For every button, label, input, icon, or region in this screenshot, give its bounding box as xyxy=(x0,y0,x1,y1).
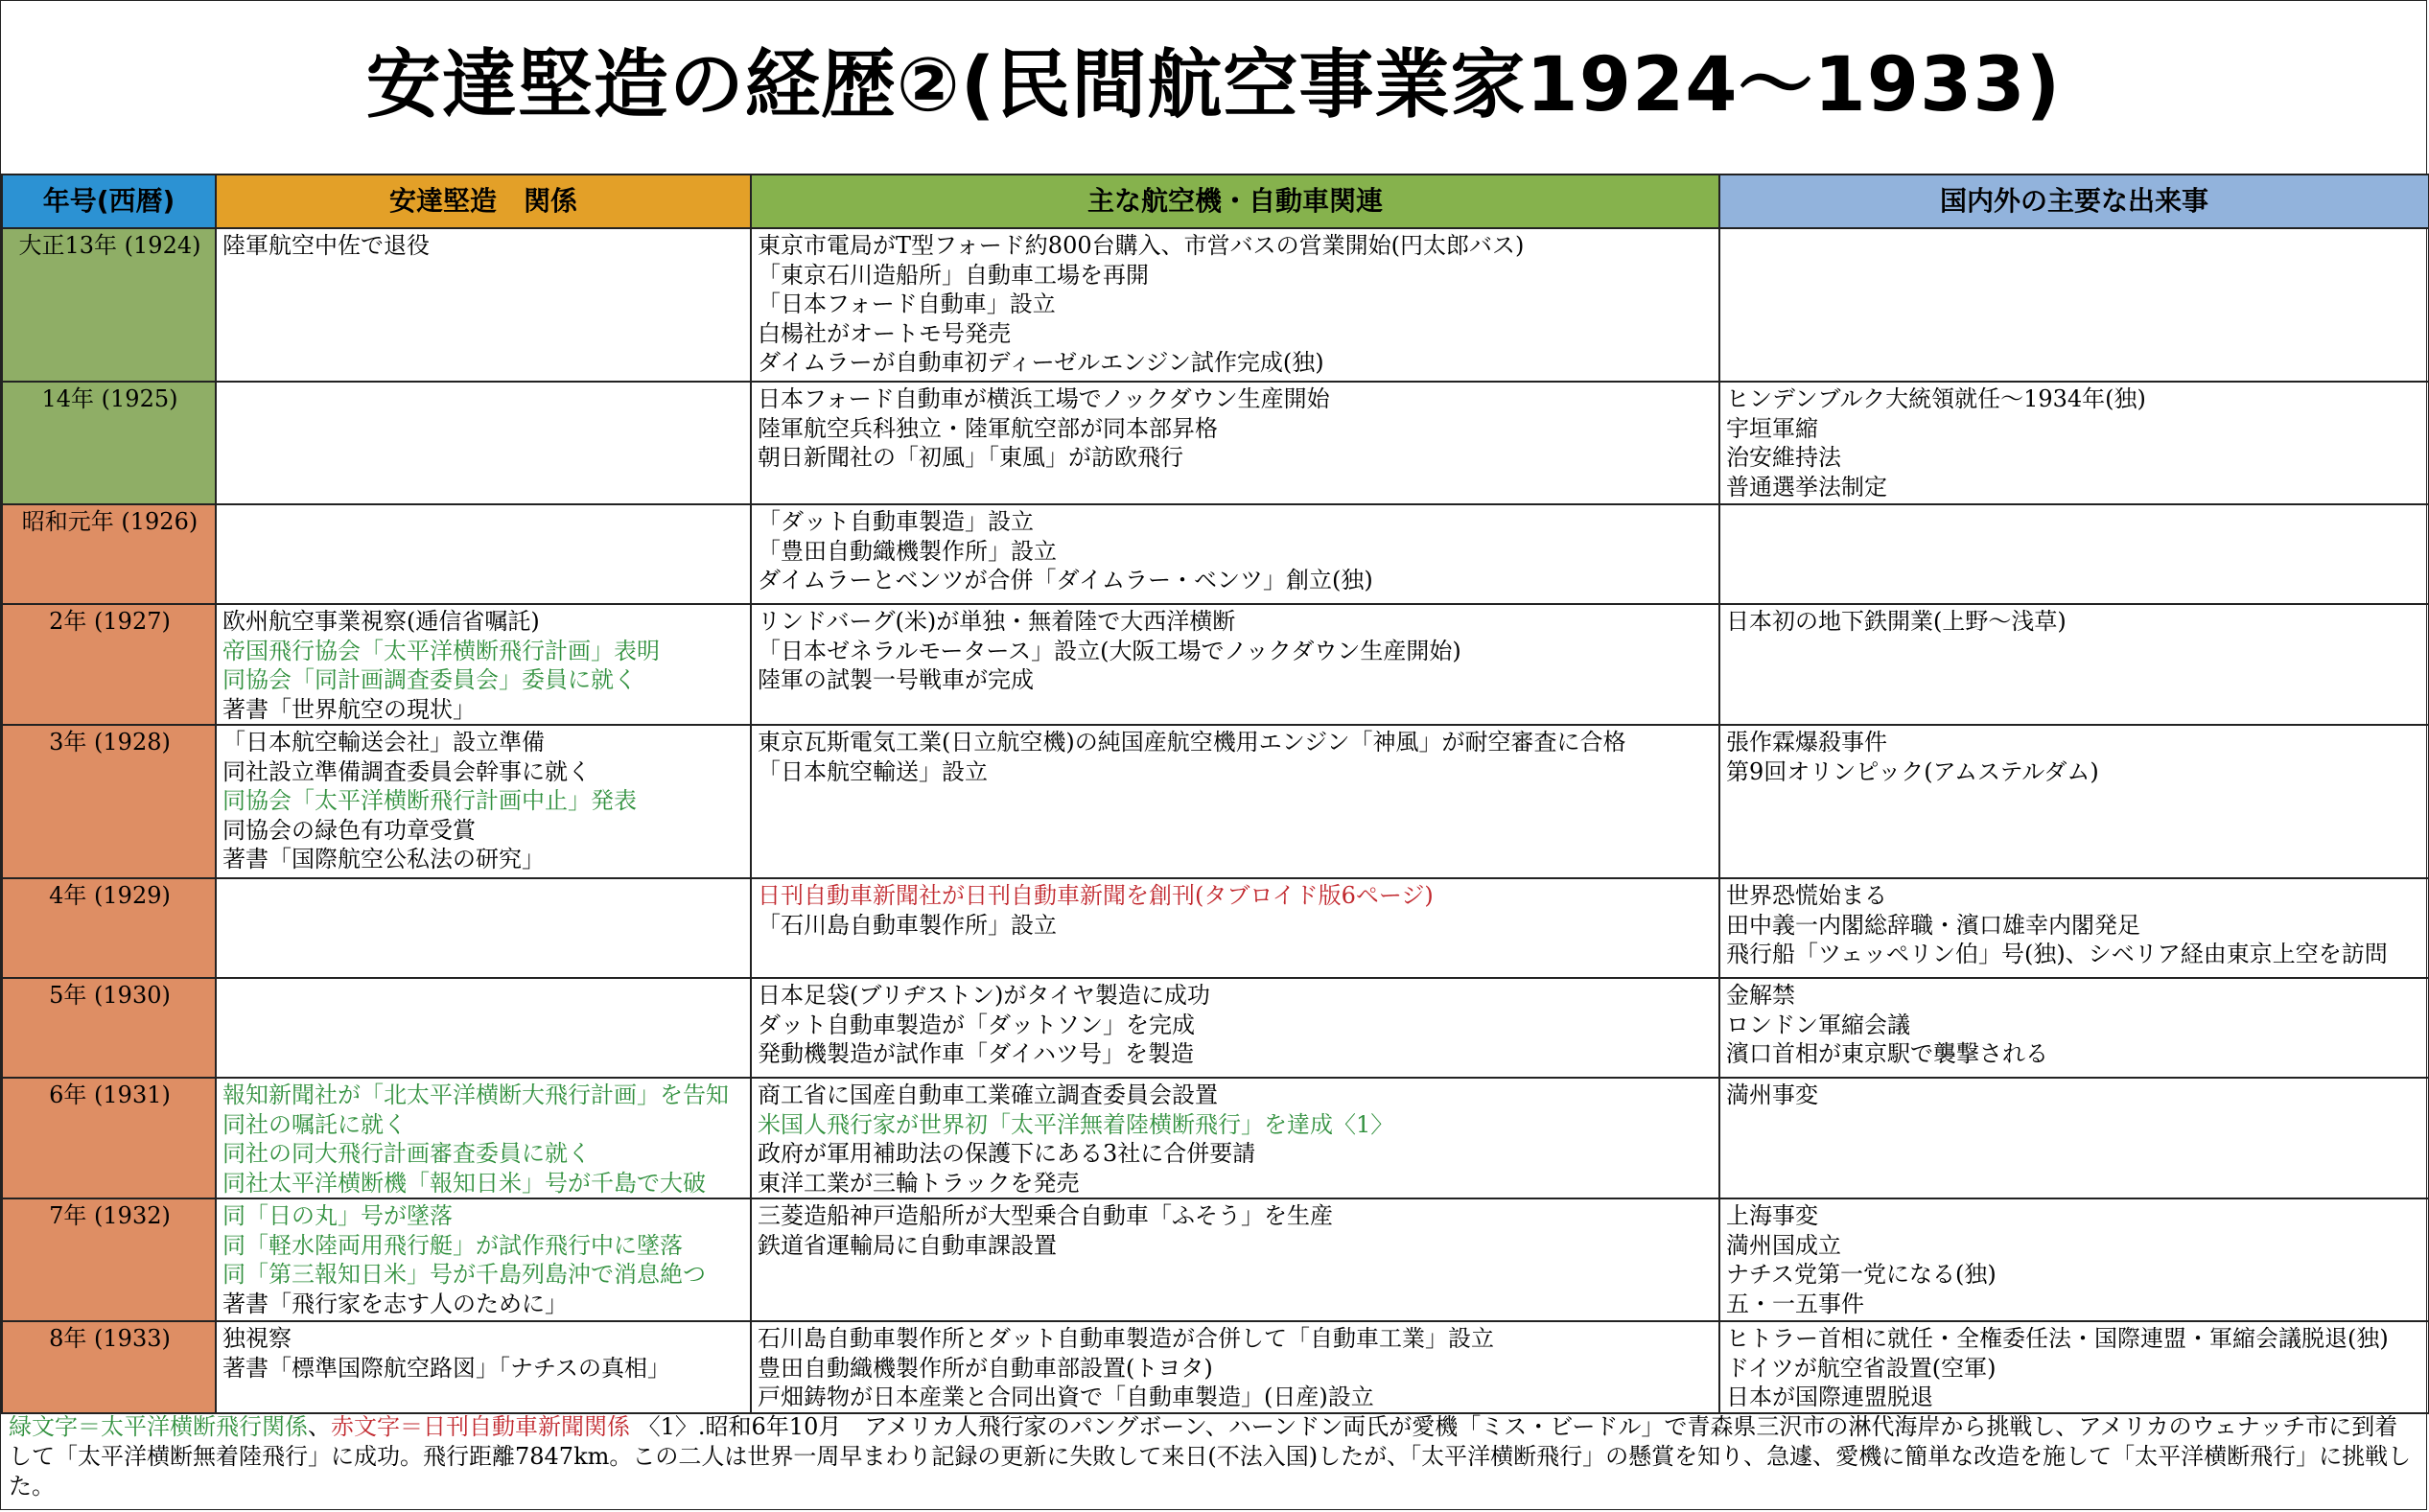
events-entry: 上海事変 xyxy=(1726,1202,1818,1229)
events-entry: 宇垣軍縮 xyxy=(1726,414,1818,442)
aviation-cell xyxy=(751,228,1719,382)
adachi-cell xyxy=(216,604,751,725)
adachi-entry: 報知新聞社が「北太平洋横断大飛行計画」を告知 xyxy=(222,1082,729,1108)
events-entry: ドイツが航空省設置(空軍) xyxy=(1726,1354,1997,1382)
aviation-entry: 日刊自動車新聞社が日刊自動車新聞を創刊(タブロイド版6ページ) xyxy=(758,882,1434,909)
adachi-cell xyxy=(216,1198,751,1321)
header-year: 年号(西暦) xyxy=(2,174,216,228)
year-cell: 大正13年 (1924) xyxy=(2,228,216,382)
events-entry: 濱口首相が東京駅で襲撃される xyxy=(1726,1040,2048,1067)
adachi-entry: 欧州航空事業視察(逓信省嘱託) xyxy=(222,608,540,635)
aviation-entry: 日本フォード自動車が横浜工場でノックダウン生産開始 xyxy=(758,385,1330,412)
aviation-cell xyxy=(751,1321,1719,1413)
aviation-entry: 「石川島自動車製作所」設立 xyxy=(758,911,1057,939)
adachi-cell xyxy=(216,725,751,878)
events-entry: 普通選挙法制定 xyxy=(1726,473,1887,500)
aviation-entry: リンドバーグ(米)が単独・無着陸で大西洋横断 xyxy=(758,608,1236,635)
events-entry: ヒトラー首相に就任・全権委任法・国際連盟・軍縮会議脱退(独) xyxy=(1726,1325,2389,1352)
adachi-entry: 陸軍航空中佐で退役 xyxy=(222,232,430,259)
aviation-cell xyxy=(751,1078,1719,1198)
events-entry: 田中義一内閣総辞職・濱口雄幸内閣発足 xyxy=(1726,911,2140,939)
aviation-entry: ダイムラーとベンツが合併「ダイムラー・ベンツ」創立(独) xyxy=(758,567,1373,593)
year-cell: 3年 (1928) xyxy=(2,725,216,878)
events-entry: 飛行船「ツェッペリン伯」号(独)、シベリア経由東京上空を訪問 xyxy=(1726,941,2388,967)
legend-separator: 、 xyxy=(308,1413,331,1440)
table-row xyxy=(2,228,2429,382)
year-cell: 8年 (1933) xyxy=(2,1321,216,1413)
adachi-entry: 同社太平洋横断機「報知日米」号が千島で大破 xyxy=(222,1169,706,1197)
events-entry: 満州事変 xyxy=(1726,1082,1818,1108)
aviation-entry: 「東京石川造船所」自動車工場を再開 xyxy=(758,261,1149,289)
events-entry: 日本が国際連盟脱退 xyxy=(1726,1384,1933,1410)
events-entry: 第9回オリンピック(アムステルダム) xyxy=(1726,757,2099,785)
events-cell xyxy=(1719,382,2429,504)
aviation-entry: 発動機製造が試作車「ダイハツ号」を製造 xyxy=(758,1040,1195,1067)
aviation-cell xyxy=(751,725,1719,878)
aviation-entry: 石川島自動車製作所とダット自動車製造が合併して「自動車工業」設立 xyxy=(758,1325,1494,1352)
events-cell xyxy=(1719,228,2429,382)
footnote xyxy=(9,1412,2420,1501)
aviation-entry: 東洋工業が三輪トラックを発売 xyxy=(758,1169,1080,1197)
adachi-cell xyxy=(216,1078,751,1198)
adachi-entry: 同社の嘱託に就く xyxy=(222,1110,407,1138)
events-entry: 張作霖爆殺事件 xyxy=(1726,729,1887,756)
events-entry: ナチス党第一党になる(独) xyxy=(1726,1261,1997,1288)
aviation-entry: 白楊社がオートモ号発売 xyxy=(758,319,1011,347)
adachi-entry: 同「第三報知日米」号が千島列島沖で消息絶つ xyxy=(222,1261,706,1288)
aviation-entry: 東京瓦斯電気工業(日立航空機)の純国産航空機用エンジン「神風」が耐空審査に合格 xyxy=(758,729,1626,756)
aviation-cell xyxy=(751,604,1719,725)
aviation-entry: 朝日新聞社の「初風」「東風」が訪欧飛行 xyxy=(758,444,1183,471)
table-row xyxy=(2,878,2429,978)
adachi-entry: 著書「飛行家を志す人のために」 xyxy=(222,1290,568,1317)
header-events: 国内外の主要な出来事 xyxy=(1719,174,2429,228)
events-entry: 日本初の地下鉄開業(上野～浅草) xyxy=(1726,608,2067,635)
aviation-entry: 「ダット自動車製造」設立 xyxy=(758,508,1034,535)
events-entry: ロンドン軍縮会議 xyxy=(1726,1011,1910,1038)
adachi-cell xyxy=(216,878,751,978)
year-cell: 7年 (1932) xyxy=(2,1198,216,1321)
aviation-entry: ダット自動車製造が「ダットソン」を完成 xyxy=(758,1011,1195,1038)
adachi-cell xyxy=(216,382,751,504)
adachi-cell xyxy=(216,228,751,382)
adachi-entry: 同社設立準備調査委員会幹事に就く xyxy=(222,757,591,785)
events-cell xyxy=(1719,604,2429,725)
table-row xyxy=(2,604,2429,725)
year-cell: 14年 (1925) xyxy=(2,382,216,504)
footnote-body: 〈1〉.昭和6年10月 アメリカ人飛行家のパングボーン、ハーンドン両氏が愛機「ミス・ビードル」で青森県三沢市の淋代海岸から挑戦し、アメリカのウェナッチ市に到着して「太平洋横断無着陸飛行」に成功。飛行距離7847km。この二人は世界一周早まわり記録の更新に失敗して来日(不法入国)したが、「太平洋横断飛行」の懸賞を知り、急遽、愛機に簡単な改造を施して「太平洋横断飛行」に挑戦した。 xyxy=(9,1413,2412,1500)
aviation-entry: 商工省に国産自動車工業確立調査委員会設置 xyxy=(758,1082,1218,1108)
adachi-entry: 著書「国際航空公私法の研究」 xyxy=(222,846,545,872)
events-entry: 治安維持法 xyxy=(1726,444,1841,471)
adachi-entry: 同「軽水陸両用飛行艇」が試作飛行中に墜落 xyxy=(222,1231,683,1259)
adachi-entry: 著書「標準国際航空路図」「ナチスの真相」 xyxy=(222,1354,671,1382)
events-cell xyxy=(1719,504,2429,604)
events-cell xyxy=(1719,1078,2429,1198)
page-title: 安達堅造の経歴②(民間航空事業家1924～1933) xyxy=(365,42,2062,128)
adachi-entry: 同協会の緑色有功章受賞 xyxy=(222,816,476,844)
header-adachi: 安達堅造 関係 xyxy=(216,174,751,228)
aviation-entry: 陸軍航空兵科独立・陸軍航空部が同本部昇格 xyxy=(758,414,1218,442)
aviation-cell xyxy=(751,978,1719,1078)
events-cell xyxy=(1719,978,2429,1078)
year-cell: 5年 (1930) xyxy=(2,978,216,1078)
table-row xyxy=(2,1078,2429,1198)
year-cell: 昭和元年 (1926) xyxy=(2,504,216,604)
events-entry: 満州国成立 xyxy=(1726,1231,1841,1259)
year-cell: 6年 (1931) xyxy=(2,1078,216,1198)
events-entry: 五・一五事件 xyxy=(1726,1290,1864,1317)
table-row xyxy=(2,1321,2429,1413)
table-row xyxy=(2,725,2429,878)
adachi-entry: 独視察 xyxy=(222,1325,292,1352)
aviation-entry: 政府が軍用補助法の保護下にある3社に合併要請 xyxy=(758,1140,1256,1167)
header-aviation: 主な航空機・自動車関連 xyxy=(751,174,1719,228)
aviation-cell xyxy=(751,1198,1719,1321)
year-cell: 4年 (1929) xyxy=(2,878,216,978)
adachi-entry: 同協会「太平洋横断飛行計画中止」発表 xyxy=(222,787,637,814)
timeline-table xyxy=(1,174,2429,1414)
aviation-entry: 米国人飛行家が世界初「太平洋無着陸横断飛行」を達成〈1〉 xyxy=(758,1110,1394,1138)
adachi-cell xyxy=(216,504,751,604)
events-cell xyxy=(1719,725,2429,878)
aviation-entry: 日本足袋(ブリヂストン)がタイヤ製造に成功 xyxy=(758,982,1210,1009)
aviation-entry: ダイムラーが自動車初ディーゼルエンジン試作完成(独) xyxy=(758,349,1324,376)
adachi-entry: 「日本航空輸送会社」設立準備 xyxy=(222,729,545,756)
aviation-cell xyxy=(751,504,1719,604)
legend-red: 赤文字＝日刊自動車新聞関係 xyxy=(331,1413,630,1440)
aviation-entry: 戸畑鋳物が日本産業と合同出資で「自動車製造」(日産)設立 xyxy=(758,1384,1374,1410)
table-row xyxy=(2,382,2429,504)
adachi-entry: 著書「世界航空の現状」 xyxy=(222,695,476,723)
table-row xyxy=(2,504,2429,604)
aviation-entry: 豊田自動織機製作所が自動車部設置(トヨタ) xyxy=(758,1354,1213,1382)
header-row xyxy=(2,174,2429,228)
year-cell: 2年 (1927) xyxy=(2,604,216,725)
events-entry: 金解禁 xyxy=(1726,982,1795,1009)
adachi-entry: 同協会「同計画調査委員会」委員に就く xyxy=(222,666,637,693)
aviation-cell xyxy=(751,382,1719,504)
aviation-entry: 三菱造船神戸造船所が大型乗合自動車「ふそう」を生産 xyxy=(758,1202,1333,1229)
legend-green: 緑文字＝太平洋横断飛行関係 xyxy=(9,1413,308,1440)
aviation-cell xyxy=(751,878,1719,978)
events-cell xyxy=(1719,1198,2429,1321)
adachi-entry: 同「日の丸」号が墜落 xyxy=(222,1202,453,1229)
adachi-cell xyxy=(216,978,751,1078)
adachi-entry: 帝国飛行協会「太平洋横断飛行計画」表明 xyxy=(222,637,660,664)
aviation-entry: 鉄道省運輸局に自動車課設置 xyxy=(758,1231,1057,1259)
adachi-entry: 同社の同大飛行計画審査委員に就く xyxy=(222,1140,591,1167)
aviation-entry: 東京市電局がT型フォード約800台購入、市営バスの営業開始(円太郎バス) xyxy=(758,232,1525,259)
adachi-cell xyxy=(216,1321,751,1413)
table-body xyxy=(2,228,2429,1413)
aviation-entry: 「日本フォード自動車」設立 xyxy=(758,291,1056,317)
aviation-entry: 「豊田自動織機製作所」設立 xyxy=(758,537,1057,565)
aviation-entry: 「日本ゼネラルモータース」設立(大阪工場でノックダウン生産開始) xyxy=(758,637,1461,664)
events-cell xyxy=(1719,1321,2429,1413)
events-entry: ヒンデンブルク大統領就任～1934年(独) xyxy=(1726,385,2146,412)
aviation-entry: 「日本航空輸送」設立 xyxy=(758,757,988,785)
events-cell xyxy=(1719,878,2429,978)
events-entry: 世界恐慌始まる xyxy=(1726,882,1887,909)
table-row xyxy=(2,978,2429,1078)
aviation-entry: 陸軍の試製一号戦車が完成 xyxy=(758,666,1034,693)
table-row xyxy=(2,1198,2429,1321)
